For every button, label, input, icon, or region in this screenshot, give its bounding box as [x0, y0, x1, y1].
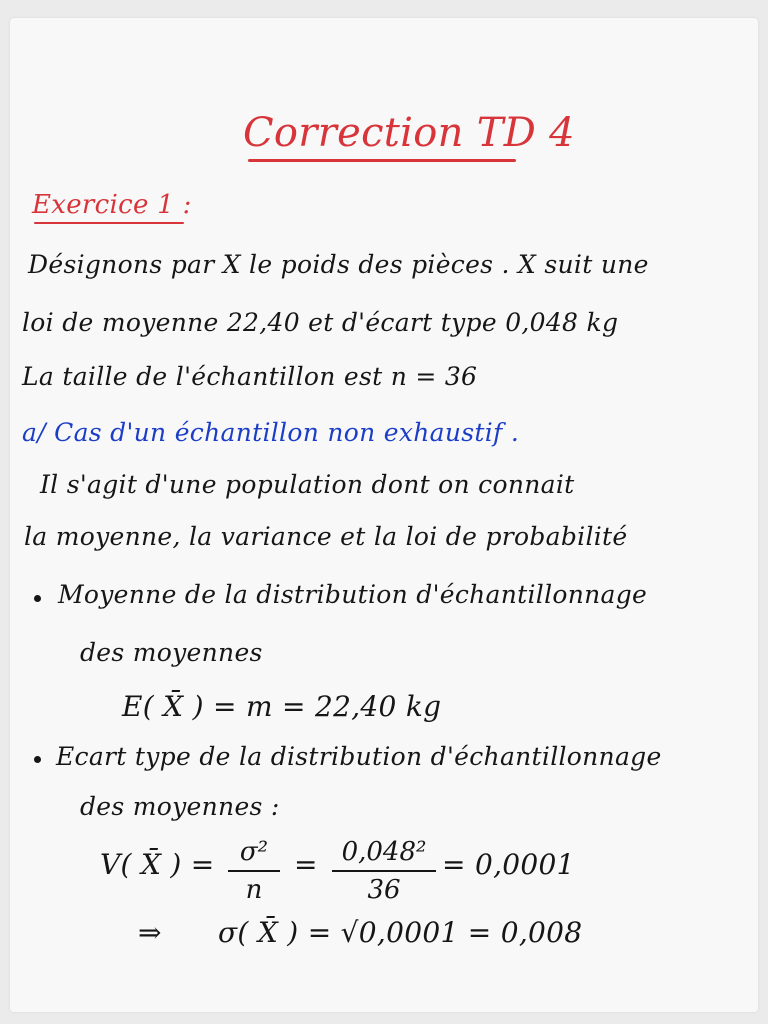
notebook-page	[10, 18, 758, 1012]
text-line-7: Moyenne de la distribution d'échantillonnage	[58, 580, 648, 609]
text-line-8: des moyennes	[80, 638, 263, 667]
text-line-10: Ecart type de la distribution d'échantillonnage	[56, 742, 662, 771]
fraction-denominator: 36	[367, 875, 401, 905]
fraction-sigma-over-n	[228, 836, 280, 906]
implies-arrow-icon: ⇒	[138, 916, 162, 949]
text-line-3: La taille de l'échantillon est n = 36	[22, 362, 478, 391]
title-underline	[248, 159, 516, 162]
exercise-heading: Exercice 1 :	[32, 190, 192, 220]
fraction-bar	[228, 870, 280, 872]
exercise-underline	[34, 222, 184, 224]
fraction-bar	[332, 870, 436, 872]
text-line-1: Désignons par X le poids des pièces . X suit une	[28, 250, 649, 279]
text-line-2: loi de moyenne 22,40 et d'écart type 0,048 kg	[22, 308, 619, 337]
std-formula: σ( X̄ ) = √0,0001 = 0,008	[218, 916, 583, 949]
equals-sign: =	[294, 848, 318, 881]
fraction-value	[332, 836, 436, 906]
fraction-numerator: σ²	[239, 837, 269, 867]
page-title: Correction TD 4	[243, 110, 575, 156]
fraction-denominator: n	[245, 875, 263, 905]
text-line-11: des moyennes :	[80, 792, 280, 821]
variance-lhs: V( X̄ ) =	[100, 848, 215, 881]
variance-result: = 0,0001	[442, 848, 575, 881]
text-line-5: Il s'agit d'une population dont on connait	[40, 470, 575, 499]
section-a-heading: a/ Cas d'un échantillon non exhaustif .	[22, 418, 520, 447]
bullet-2	[34, 756, 41, 763]
fraction-numerator: 0,048²	[341, 837, 427, 867]
mean-formula: E( X̄ ) = m = 22,40 kg	[122, 690, 442, 723]
bullet-1	[34, 595, 41, 602]
text-line-6: la moyenne, la variance et la loi de probabilité	[24, 522, 628, 551]
